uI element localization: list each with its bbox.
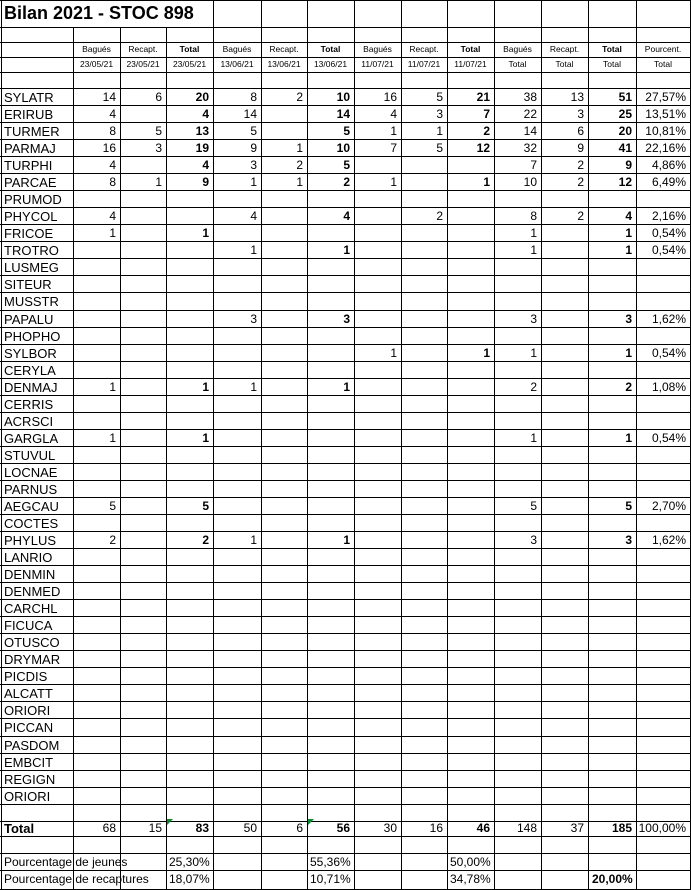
table-cell: 4 <box>109 106 116 121</box>
table-cell: 9 <box>250 140 257 155</box>
total-cell: 83 <box>195 821 209 835</box>
table-cell: 2 <box>202 532 209 547</box>
table-cell: 1 <box>109 379 116 394</box>
table-cell: 4,86% <box>651 157 686 172</box>
table-cell: 8 <box>530 208 537 223</box>
grid-col-line <box>213 0 214 27</box>
jeunes-value: 55,36% <box>310 855 351 869</box>
table-cell: 1 <box>296 140 303 155</box>
table-cell: 4 <box>390 106 397 121</box>
table-cell: 5 <box>202 498 209 513</box>
table-cell: 8 <box>250 89 257 104</box>
species-code: DENMAJ <box>4 379 58 395</box>
table-cell: 1 <box>343 242 350 257</box>
jeunes-value: 50,00% <box>450 855 491 869</box>
table-cell: 8 <box>109 174 116 189</box>
table-cell: 2 <box>577 208 584 223</box>
table-cell: 25 <box>618 106 632 121</box>
jeunes-label: Pourcentage de jeunes <box>4 855 128 869</box>
species-code: ACRSCI <box>4 413 54 429</box>
table-cell: 3 <box>436 106 443 121</box>
table-cell: 1 <box>109 430 116 445</box>
table-cell: 14 <box>523 123 537 138</box>
table-cell: 2 <box>625 379 632 394</box>
species-code: TURMER <box>4 123 60 139</box>
table-cell: 10 <box>523 174 537 189</box>
species-code: GARGLA <box>4 430 59 446</box>
table-cell: 13 <box>570 89 584 104</box>
species-code: TROTRO <box>4 242 59 258</box>
table-cell: 5 <box>436 140 443 155</box>
species-code: ERIRUB <box>4 106 54 122</box>
table-cell: 5 <box>625 498 632 513</box>
recaptures-label: Pourcentage de recaptures <box>4 872 149 886</box>
species-code: DRYMAR <box>4 651 61 667</box>
grid-col-line <box>494 0 495 27</box>
table-cell: 1,62% <box>651 532 686 547</box>
table-cell: 22,16% <box>645 140 686 155</box>
total-cell: 68 <box>102 821 116 835</box>
table-cell: 1 <box>625 225 632 240</box>
table-cell: 1 <box>343 379 350 394</box>
species-code: PHYCOL <box>4 208 58 224</box>
total-cell: 6 <box>296 821 303 835</box>
total-cell: 50 <box>243 821 257 835</box>
table-cell: 7 <box>390 140 397 155</box>
total-cell: 100,00% <box>638 821 686 835</box>
table-cell: 2 <box>577 157 584 172</box>
table-cell: 1 <box>530 430 537 445</box>
column-header-date: 13/06/21 <box>267 59 301 69</box>
table-cell: 3 <box>577 106 584 121</box>
grid-col-line <box>588 0 589 27</box>
column-header: Bagués <box>503 44 532 54</box>
column-header-date: Total <box>603 59 621 69</box>
table-cell: 1 <box>109 225 116 240</box>
table-cell: 1 <box>625 430 632 445</box>
species-code: CERRIS <box>4 396 54 412</box>
grid-col-line <box>354 0 355 27</box>
table-cell: 1 <box>155 174 162 189</box>
species-code: PHOPHO <box>4 328 61 344</box>
table-cell: 12 <box>476 140 490 155</box>
species-code: PICCAN <box>4 719 54 735</box>
total-cell: 16 <box>429 821 443 835</box>
table-cell: 3 <box>155 140 162 155</box>
species-code: EMBCIT <box>4 754 54 770</box>
table-cell: 4 <box>202 157 209 172</box>
table-cell: 2 <box>109 532 116 547</box>
table-cell: 0,54% <box>651 242 686 257</box>
recaptures-value: 10,71% <box>310 872 351 886</box>
table-cell: 3 <box>530 532 537 547</box>
table-cell: 5 <box>155 123 162 138</box>
table-cell: 2 <box>343 174 350 189</box>
species-code: PARMAJ <box>4 140 56 156</box>
table-cell: 9 <box>577 140 584 155</box>
species-code: ORIORI <box>4 788 51 804</box>
table-cell: 27,57% <box>645 89 686 104</box>
table-cell: 3 <box>625 311 632 326</box>
table-cell: 1 <box>530 242 537 257</box>
table-cell: 14 <box>336 106 350 121</box>
table-cell: 2 <box>577 174 584 189</box>
table-cell: 1 <box>625 242 632 257</box>
jeunes-value: 25,30% <box>169 855 210 869</box>
species-code: PARCAE <box>4 174 57 190</box>
grid-col-line <box>541 0 542 27</box>
table-cell: 1 <box>202 430 209 445</box>
error-marker-icon <box>308 819 314 825</box>
species-code: MUSSTR <box>4 293 59 309</box>
species-code: DENMIN <box>4 566 56 582</box>
table-cell: 4 <box>202 106 209 121</box>
table-cell: 2,70% <box>651 498 686 513</box>
table-cell: 7 <box>530 157 537 172</box>
grid-col-line <box>1 0 2 889</box>
column-header: Pourcent. <box>644 44 682 54</box>
table-cell: 0,54% <box>651 225 686 240</box>
table-cell: 41 <box>618 140 632 155</box>
column-header: Bagués <box>82 44 111 54</box>
table-cell: 2 <box>296 89 303 104</box>
table-cell: 5 <box>250 123 257 138</box>
table-cell: 2 <box>530 379 537 394</box>
table-cell: 4 <box>109 208 116 223</box>
grid-col-line <box>447 0 448 27</box>
table-cell: 21 <box>476 89 490 104</box>
species-code: SITEUR <box>4 276 52 292</box>
column-header: Recapt. <box>409 44 439 54</box>
table-cell: 4 <box>343 208 350 223</box>
column-header-date: 13/06/21 <box>313 59 348 69</box>
species-code: ORIORI <box>4 702 51 718</box>
table-cell: 3 <box>343 311 350 326</box>
table-cell: 0,54% <box>651 430 686 445</box>
table-cell: 5 <box>343 157 350 172</box>
table-cell: 16 <box>383 89 397 104</box>
grid-col-line <box>261 0 262 27</box>
column-header: Recapt. <box>269 44 299 54</box>
sheet-title: Bilan 2021 - STOC 898 <box>4 3 194 23</box>
column-header-date: Total <box>654 59 672 69</box>
column-header-date: 11/07/21 <box>407 59 441 69</box>
species-code: PICDIS <box>4 668 48 684</box>
table-cell: 1 <box>530 225 537 240</box>
species-code: OTUSCO <box>4 634 60 650</box>
table-cell: 22 <box>523 106 537 121</box>
column-header-date: 23/05/21 <box>79 59 114 69</box>
species-code: REGIGN <box>4 771 56 787</box>
table-cell: 5 <box>109 498 116 513</box>
table-cell: 5 <box>436 89 443 104</box>
table-cell: 1 <box>250 242 257 257</box>
column-header: Recapt. <box>549 44 580 54</box>
grid-col-line <box>401 0 402 27</box>
column-header: Recapt. <box>128 44 158 54</box>
species-code: AEGCAU <box>4 498 59 514</box>
table-cell: 1 <box>436 123 443 138</box>
table-cell: 6 <box>155 89 162 104</box>
table-cell: 1 <box>296 174 303 189</box>
column-header: Bagués <box>222 44 252 54</box>
table-cell: 1 <box>390 174 397 189</box>
table-cell: 8 <box>109 123 116 138</box>
table-cell: 4 <box>625 208 632 223</box>
table-cell: 2,16% <box>651 208 686 223</box>
table-cell: 2 <box>436 208 443 223</box>
total-cell: 37 <box>570 821 584 835</box>
table-cell: 1,08% <box>651 379 686 394</box>
table-cell: 20 <box>618 123 632 138</box>
species-code: CARCHL <box>4 600 58 616</box>
column-header-date: 11/07/21 <box>454 59 487 69</box>
column-header: Total <box>460 44 481 54</box>
table-cell: 7 <box>483 106 490 121</box>
table-cell: 6,49% <box>651 174 686 189</box>
species-code: LUSMEG <box>4 259 59 275</box>
species-code: PRUMOD <box>4 191 62 207</box>
table-cell: 1 <box>625 345 632 360</box>
table-cell: 10 <box>336 89 350 104</box>
species-code: SYLBOR <box>4 345 57 361</box>
recaptures-total: 20,00% <box>592 872 633 886</box>
table-cell: 4 <box>109 157 116 172</box>
table-cell: 1 <box>390 345 397 360</box>
table-cell: 38 <box>523 89 537 104</box>
table-cell: 2 <box>483 123 490 138</box>
table-cell: 5 <box>343 123 350 138</box>
species-code: LANRIO <box>4 549 53 565</box>
species-code: DENMED <box>4 583 61 599</box>
table-cell: 1 <box>390 123 397 138</box>
table-cell: 14 <box>243 106 257 121</box>
grid-col-line <box>307 0 308 27</box>
column-header: Bagués <box>363 44 392 54</box>
table-cell: 0,54% <box>651 345 686 360</box>
table-cell: 1 <box>250 174 257 189</box>
recaptures-value: 34,78% <box>450 872 491 886</box>
table-cell: 14 <box>102 89 116 104</box>
table-cell: 32 <box>523 140 537 155</box>
species-code: PASDOM <box>4 737 60 753</box>
table-cell: 51 <box>618 89 632 104</box>
table-cell: 3 <box>625 532 632 547</box>
species-code: PHYLUS <box>4 532 57 548</box>
column-header: Total <box>179 44 200 54</box>
table-cell: 13,51% <box>645 106 686 121</box>
table-cell: 5 <box>530 498 537 513</box>
table-cell: 10 <box>336 140 350 155</box>
column-header-date: 13/06/21 <box>220 59 254 69</box>
species-code: SYLATR <box>4 89 54 105</box>
table-cell: 1 <box>202 379 209 394</box>
species-code: COCTES <box>4 515 59 531</box>
total-cell: 185 <box>611 821 632 835</box>
column-header: Total <box>602 44 622 54</box>
table-cell: 9 <box>202 174 209 189</box>
species-code: CERYLA <box>4 362 56 378</box>
table-cell: 2 <box>296 157 303 172</box>
total-cell: 148 <box>516 821 537 835</box>
species-code: PAPALU <box>4 311 54 327</box>
table-cell: 13 <box>195 123 209 138</box>
grid-col-line <box>636 0 637 27</box>
table-cell: 1 <box>483 345 490 360</box>
table-cell: 1 <box>343 532 350 547</box>
species-code: FRICOE <box>4 225 54 241</box>
table-cell: 4 <box>250 208 257 223</box>
species-code: FICUCA <box>4 617 53 633</box>
column-header-date: Total <box>555 59 574 69</box>
species-code: STUVUL <box>4 447 56 463</box>
table-cell: 19 <box>195 140 209 155</box>
table-cell: 10,81% <box>645 123 686 138</box>
table-cell: 1 <box>483 174 490 189</box>
species-code: PARNUS <box>4 481 58 497</box>
column-header-date: 23/05/21 <box>172 59 207 69</box>
column-header: Total <box>320 44 341 54</box>
table-cell: 1 <box>250 532 257 547</box>
total-label: Total <box>4 821 35 836</box>
table-cell: 1 <box>202 225 209 240</box>
species-code: ALCATT <box>4 685 53 701</box>
total-cell: 56 <box>336 821 350 835</box>
table-cell: 3 <box>530 311 537 326</box>
total-cell: 15 <box>148 821 162 835</box>
table-cell: 3 <box>250 311 257 326</box>
error-marker-icon <box>167 819 173 825</box>
species-code: TURPHI <box>4 157 53 173</box>
table-cell: 1 <box>530 345 537 360</box>
column-header-date: Total <box>508 59 527 69</box>
table-cell: 3 <box>250 157 257 172</box>
table-cell: 9 <box>625 157 632 172</box>
species-code: LOCNAE <box>4 464 58 480</box>
table-cell: 16 <box>102 140 116 155</box>
table-cell: 1,62% <box>651 311 686 326</box>
column-header-date: 11/07/21 <box>361 59 394 69</box>
table-cell: 1 <box>250 379 257 394</box>
total-cell: 30 <box>383 821 397 835</box>
total-cell: 46 <box>476 821 490 835</box>
column-header-date: 23/05/21 <box>126 59 160 69</box>
table-cell: 20 <box>195 89 209 104</box>
table-cell: 12 <box>618 174 632 189</box>
recaptures-value: 18,07% <box>169 872 210 886</box>
table-cell: 6 <box>577 123 584 138</box>
